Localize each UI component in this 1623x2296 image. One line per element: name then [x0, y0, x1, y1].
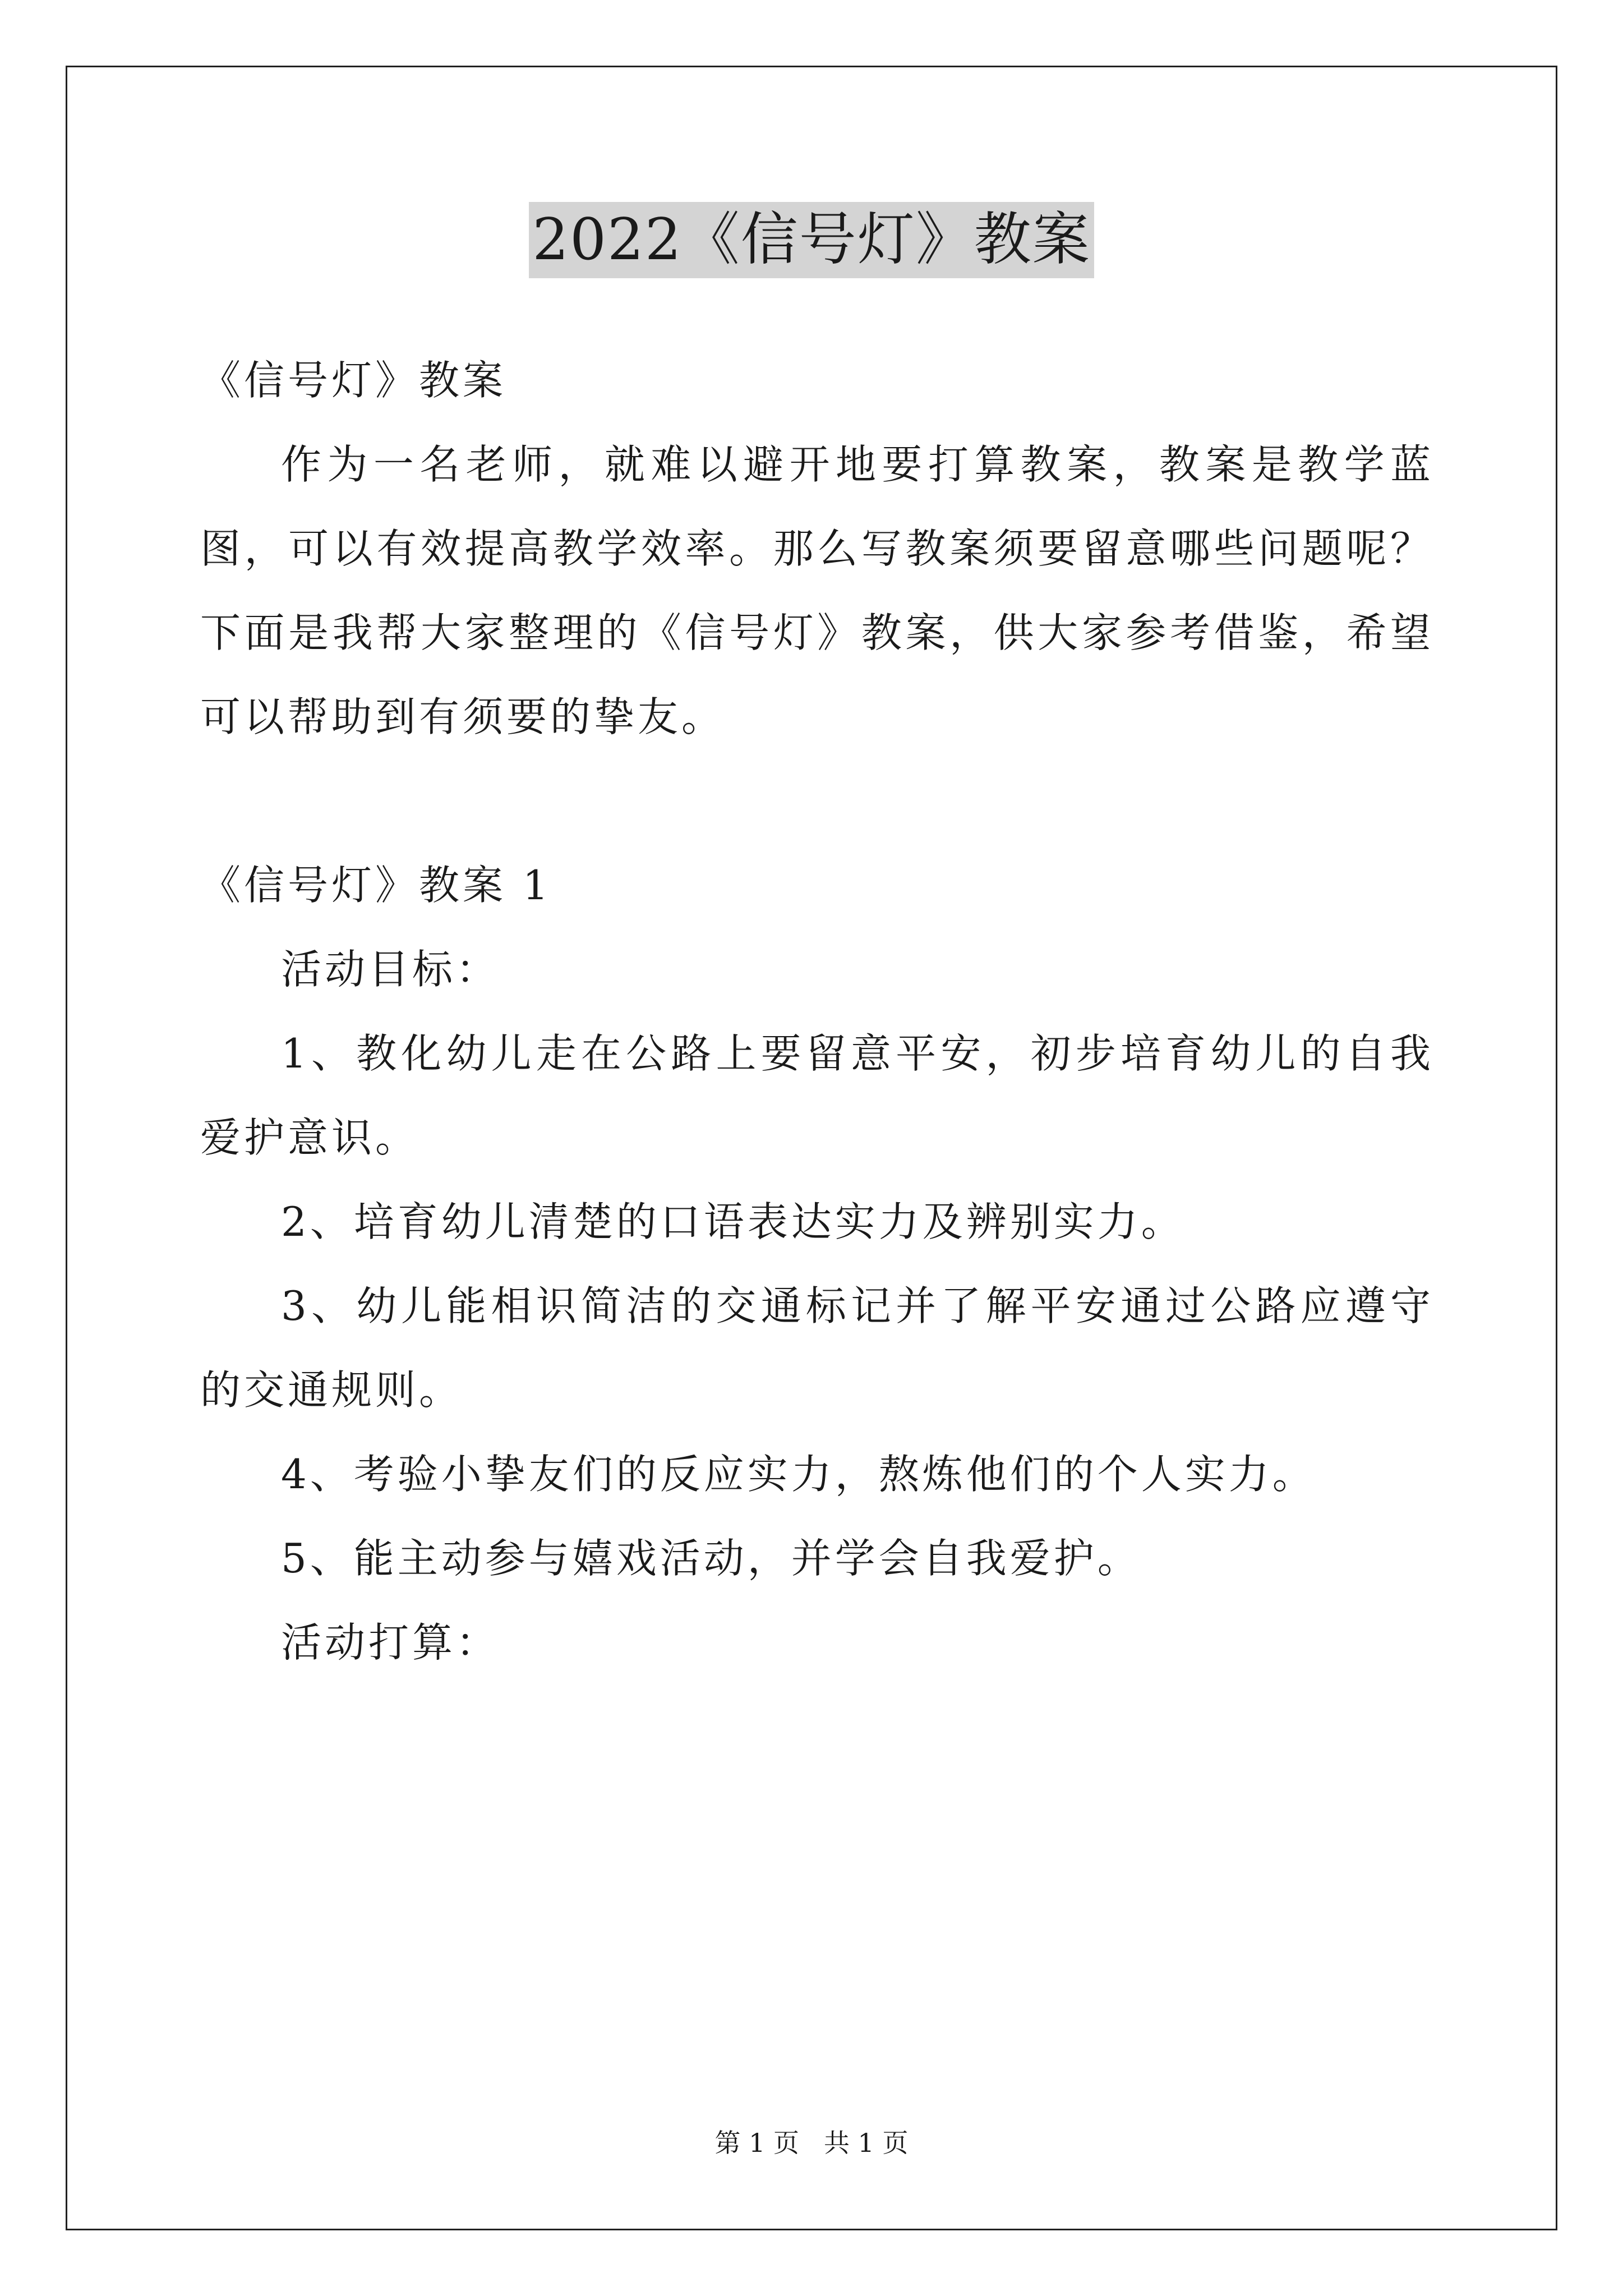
footer-separator [799, 2128, 824, 2158]
goal-item-2: 2、培育幼儿清楚的口语表达实力及辨别实力。 [281, 1198, 1185, 1245]
goal-item-4: 4、考验小挚友们的反应实力，熬炼他们的个人实力。 [281, 1451, 1316, 1498]
page-number-current: 第 1 页 [714, 2128, 800, 2158]
spacer [200, 759, 1434, 843]
goal-item-5: 5、能主动参与嬉戏活动，并学会自我爱护。 [281, 1535, 1141, 1582]
document-title: 2022《信号灯》教案 [529, 202, 1094, 278]
goals-heading: 活动目标： [281, 946, 500, 993]
document-subtitle: 《信号灯》教案 [200, 357, 507, 404]
document-body [200, 338, 1434, 1685]
prep-heading: 活动打算： [281, 1619, 500, 1666]
section-heading: 《信号灯》教案 1 [200, 862, 552, 909]
intro-paragraph: 作为一名老师，就难以避开地要打算教案，教案是教学蓝图，可以有效提高教学效率。那么写教案须要留意哪些问题呢？下面是我帮大家整理的《信号灯》教案，供大家参考借鉴，希望可以帮助到有须要的挚友。 [200, 441, 1434, 740]
page-footer [0, 2126, 1623, 2160]
goal-item-3: 3、幼儿能相识简洁的交通标记并了解平安通过公路应遵守的交通规则。 [200, 1282, 1434, 1414]
title-container [0, 202, 1623, 278]
goal-item-1: 1、教化幼儿走在公路上要留意平安，初步培育幼儿的自我爱护意识。 [200, 1030, 1434, 1161]
page-number-total: 共 1 页 [823, 2128, 909, 2158]
